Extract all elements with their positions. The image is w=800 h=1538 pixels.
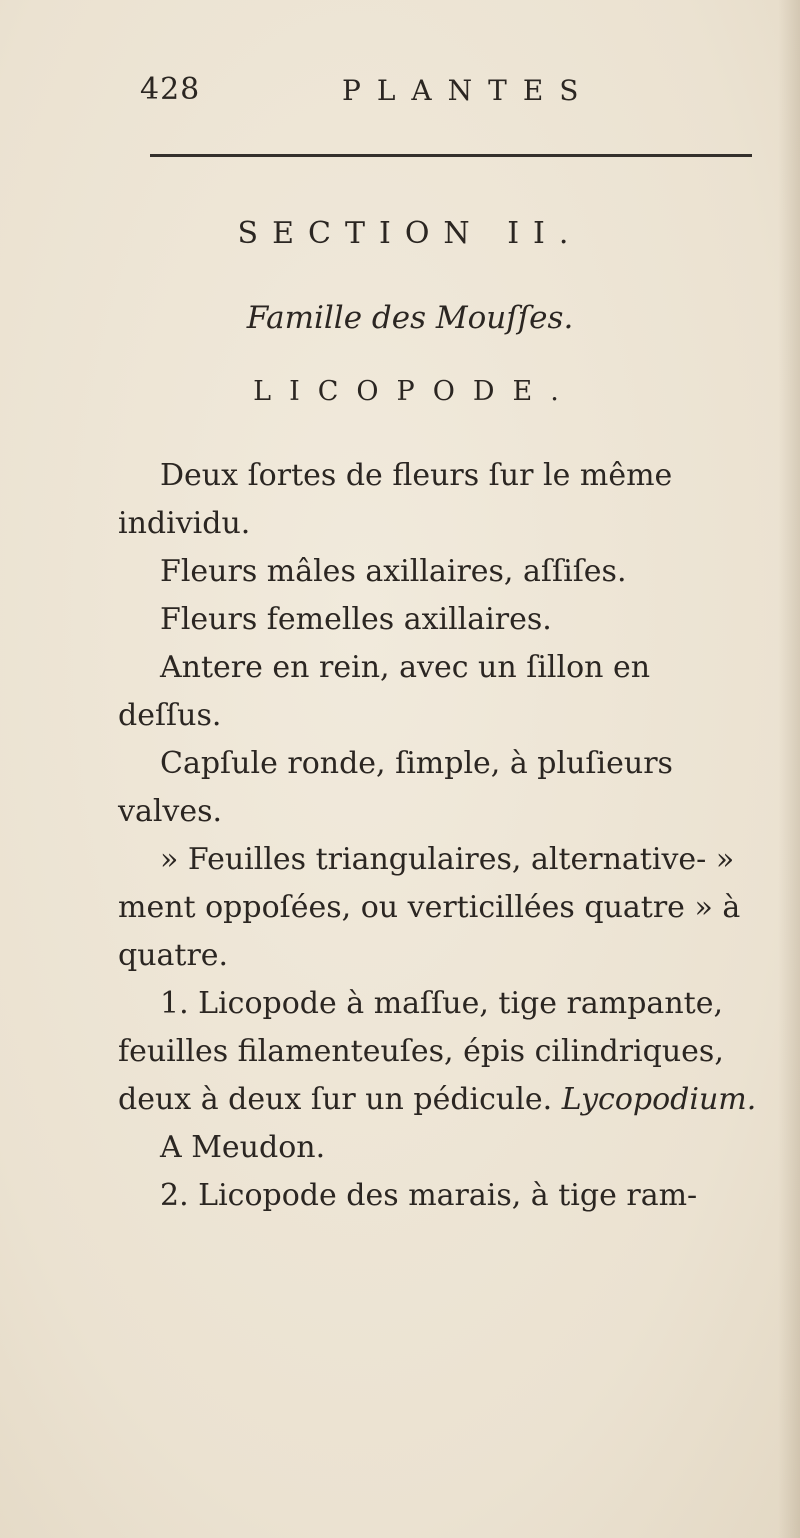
genus-title: LICOPODE.: [253, 376, 577, 407]
running-title: PLANTES: [342, 74, 595, 107]
family-title: Famille des Mouſſes.: [246, 300, 574, 336]
paragraph: Capſule ronde, ſimple, à pluſieurs valves.: [118, 746, 673, 829]
species-entry: [118, 980, 758, 1124]
header-rule: [150, 154, 752, 157]
paragraph: Fleurs femelles axillaires.: [160, 602, 552, 637]
section-title: SECTION II.: [237, 216, 583, 251]
paragraph: Fleurs mâles axillaires, aſſiſes.: [160, 554, 627, 589]
species-latin-name: Lycopodium.: [561, 1082, 757, 1117]
paragraph: Deux ſortes de fleurs ſur le même individu.: [118, 458, 673, 541]
body-text: [118, 452, 758, 1220]
page-number: 428: [140, 72, 201, 107]
species-location: A Meudon.: [160, 1130, 326, 1165]
species-entry: 2. Licopode des marais, à tige ram-: [160, 1178, 698, 1213]
species-description: 1. Licopode à maſſue, tige rampante, feuilles filamenteuſes, épis cilindriques, deux à deux ſur un pédicule.: [118, 986, 724, 1117]
paragraph: Antere en rein, avec un ſillon en deſſus.: [118, 650, 651, 733]
paragraph: » Feuilles triangulaires, alternative- » ment oppoſées, ou verticillées quatre » à quatre.: [118, 842, 741, 973]
